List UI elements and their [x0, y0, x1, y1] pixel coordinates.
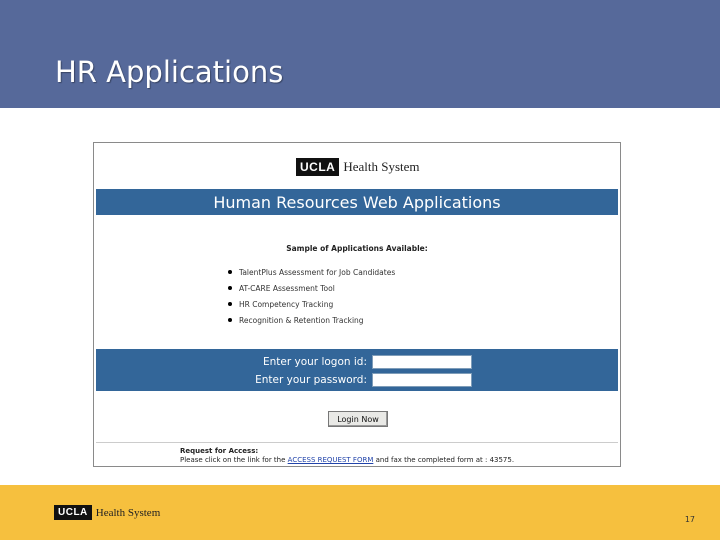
app-header: Human Resources Web Applications: [96, 189, 618, 215]
slide-title: HR Applications: [55, 55, 284, 89]
bullet-icon: [228, 318, 232, 322]
bullet-icon: [228, 286, 232, 290]
list-item: [228, 264, 395, 280]
request-text-after: and fax the completed form at : 43575.: [375, 456, 515, 464]
login-button[interactable]: Login Now: [328, 411, 388, 427]
bullet-icon: [228, 270, 232, 274]
password-row: [255, 372, 472, 388]
request-text-before: Please click on the link for the: [180, 456, 286, 464]
access-request-form-link[interactable]: ACCESS REQUEST FORM: [287, 456, 374, 464]
login-form: [96, 349, 618, 391]
application-list: [228, 264, 395, 328]
list-item: [228, 296, 395, 312]
list-item: [228, 280, 395, 296]
application-label: HR Competency Tracking: [239, 299, 334, 309]
application-label: AT-CARE Assessment Tool: [239, 283, 335, 293]
divider: [96, 442, 618, 443]
page-number: 17: [684, 515, 695, 524]
application-label: Recognition & Retention Tracking: [239, 315, 364, 325]
logon-id-input[interactable]: [372, 355, 472, 369]
list-item: [228, 312, 395, 328]
hr-app-screenshot: [93, 142, 621, 467]
bullet-icon: [228, 302, 232, 306]
slide-title-bar: [0, 0, 720, 108]
footer-ucla-logo-mark: UCLA: [54, 505, 92, 520]
application-label: TalentPlus Assessment for Job Candidates: [239, 267, 396, 277]
health-system-logo-text: Health System: [343, 159, 420, 174]
slide-footer: [0, 485, 720, 540]
footer-health-system-text: Health System: [95, 506, 161, 519]
password-label: Enter your password:: [255, 374, 367, 386]
logon-id-row: [263, 354, 472, 370]
request-access-title: Request for Access:: [180, 447, 259, 455]
password-input[interactable]: [372, 373, 472, 387]
logon-id-label: Enter your logon id:: [262, 356, 367, 368]
footer-ucla-health-logo: [54, 505, 160, 520]
samples-title: Sample of Applications Available:: [286, 244, 428, 253]
ucla-logo-mark: UCLA: [296, 158, 339, 176]
request-access-text: [180, 456, 514, 464]
ucla-health-logo: [296, 157, 420, 177]
